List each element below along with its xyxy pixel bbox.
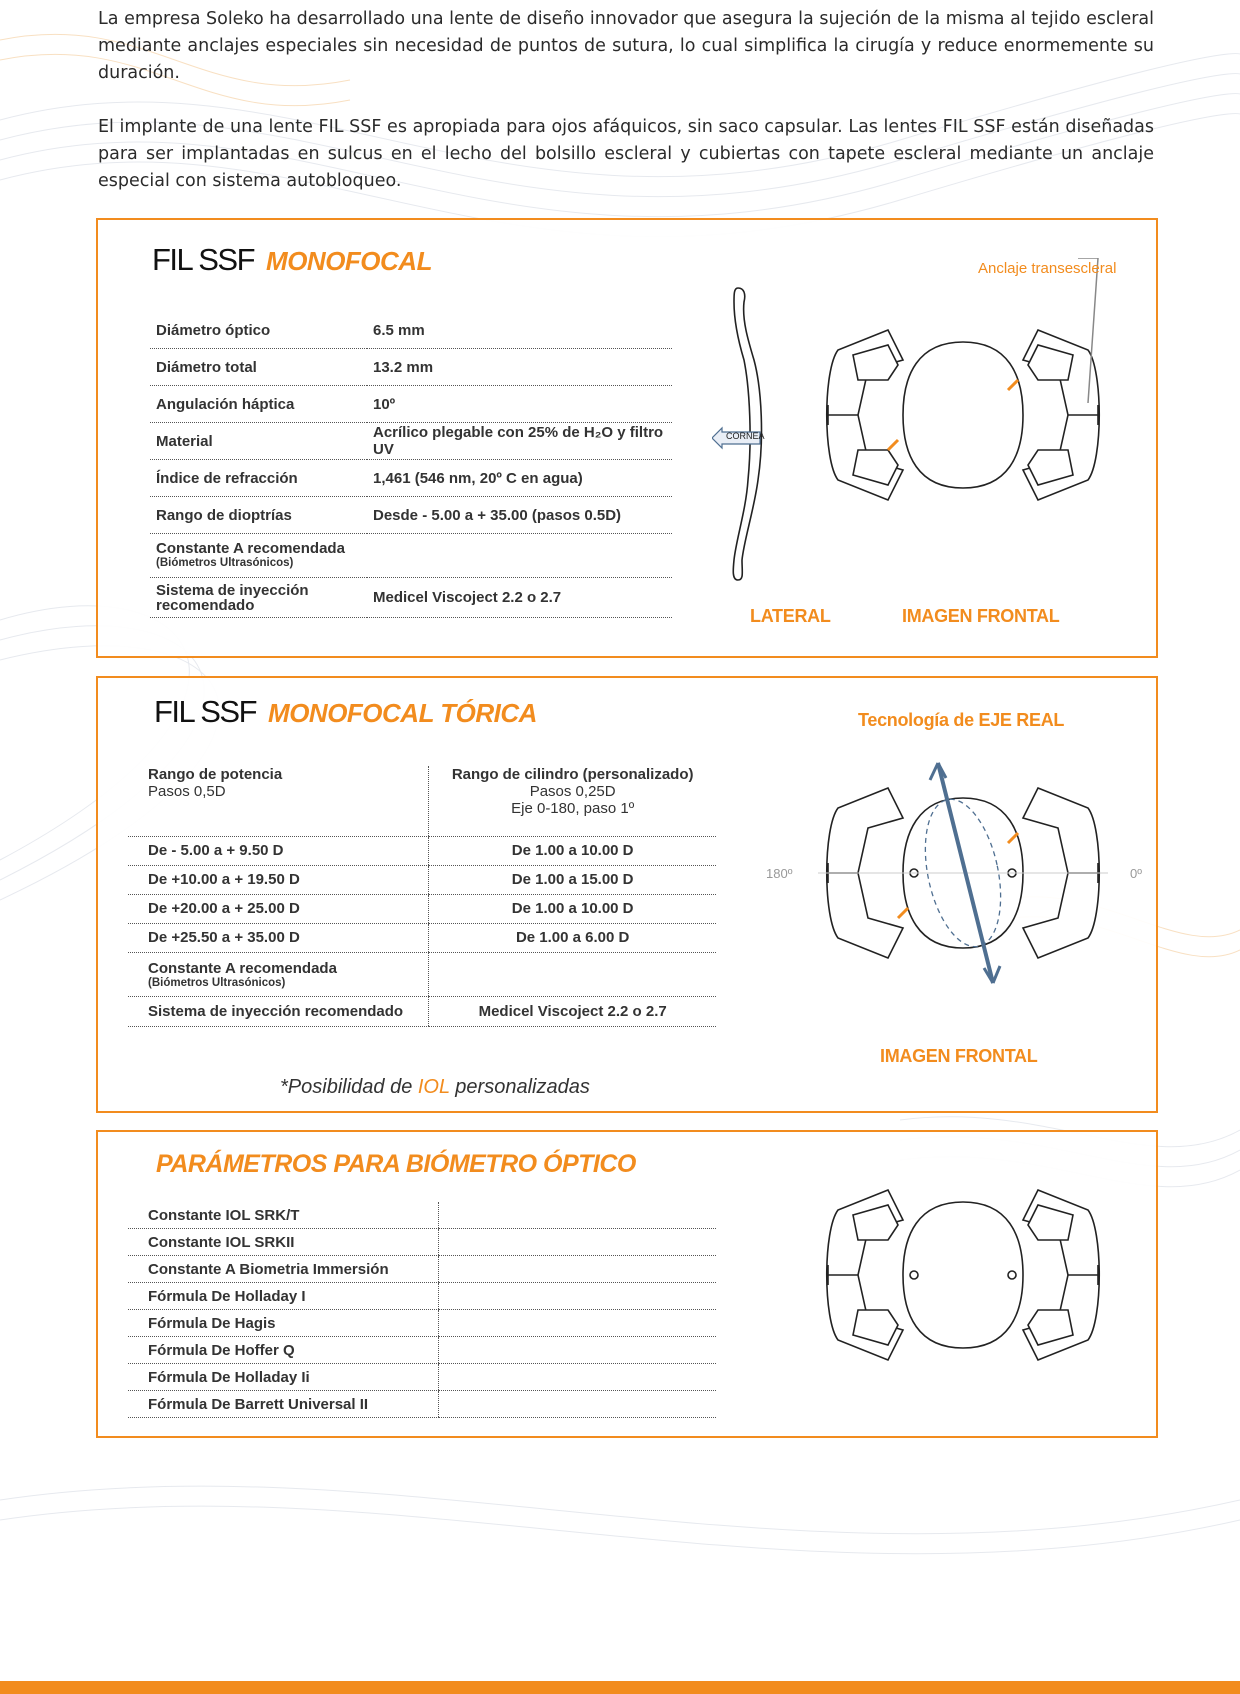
table-row <box>150 534 672 578</box>
cilindro-cell: De 1.00 a 15.00 D <box>429 865 716 894</box>
table-row <box>150 349 672 386</box>
param-label: Fórmula De Barrett Universal II <box>128 1391 439 1418</box>
potencia-cell: De +10.00 a + 19.50 D <box>128 865 429 894</box>
potencia-cell: De +25.50 a + 35.00 D <box>128 923 429 952</box>
spec-value: 13.2 mm <box>367 349 672 386</box>
param-label: Fórmula De Holladay I <box>128 1283 439 1310</box>
note-post: personalizadas <box>449 1076 590 1098</box>
param-value <box>439 1337 717 1364</box>
table-row <box>150 460 672 497</box>
spec-label: Angulación háptica <box>150 386 367 423</box>
sistema-label: Sistema de inyección recomendado <box>128 996 429 1026</box>
spec-label: Índice de refracción <box>150 460 367 497</box>
cilindro-cell: De 1.00 a 6.00 D <box>429 923 716 952</box>
spec-label: Diámetro total <box>150 349 367 386</box>
spec-value <box>367 534 672 578</box>
monofocal-title <box>152 242 432 278</box>
biometro-lens-diagram <box>818 1180 1108 1370</box>
col2-sub1: Pasos 0,25D <box>529 783 616 800</box>
anclaje-label: Anclaje transescleral <box>978 260 1117 277</box>
sistema-label-2: recomendado <box>156 596 255 614</box>
col2-sub2: Eje 0-180, paso 1º <box>511 800 635 817</box>
spec-value: 10º <box>367 386 672 423</box>
spec-label: Rango de dioptrías <box>150 497 367 534</box>
col1-header <box>128 766 429 836</box>
param-label: Constante IOL SRKII <box>128 1229 439 1256</box>
table-row <box>128 836 716 865</box>
lateral-label: LATERAL <box>750 606 831 626</box>
table-row <box>128 1391 716 1418</box>
spec-value: 1,461 (546 nm, 20º C en agua) <box>367 460 672 497</box>
spec-value: Desde - 5.00 a + 35.00 (pasos 0.5D) <box>367 497 672 534</box>
note-iol: IOL <box>417 1076 450 1098</box>
table-row <box>128 1364 716 1391</box>
potencia-cell: De - 5.00 a + 9.50 D <box>128 836 429 865</box>
spec-label <box>150 534 367 578</box>
constante-sub: (Biómetros Ultrasónicos) <box>156 556 294 569</box>
intro-paragraph-1: La empresa Soleko ha desarrollado una lente de diseño innovador que asegura la sujeción de la misma al tejido escleral mediante anclajes especiales sin necesidad de puntos de sutura, lo cual simplifica la cirugía y reduce enormemente su duración. <box>98 9 1154 83</box>
table-row <box>128 923 716 952</box>
deg-0-label: 0º <box>1130 866 1142 881</box>
table-row <box>128 952 716 996</box>
anclaje-pointer-line <box>1058 258 1118 408</box>
table-row <box>128 996 716 1026</box>
table-row <box>150 423 672 460</box>
torica-title <box>154 694 537 730</box>
cilindro-cell: De 1.00 a 10.00 D <box>429 836 716 865</box>
table-row <box>128 1283 716 1310</box>
col2-head: Rango de cilindro (personalizado) <box>451 766 694 783</box>
spec-label: Diámetro óptico <box>150 312 367 349</box>
table-header-row <box>128 766 716 836</box>
table-row <box>128 1337 716 1364</box>
param-value <box>439 1283 717 1310</box>
constante-sub: (Biómetros Ultrasónicos) <box>148 976 286 989</box>
deg-180-label: 180º <box>766 866 793 881</box>
param-value <box>439 1202 717 1229</box>
table-row <box>128 865 716 894</box>
param-value <box>439 1229 717 1256</box>
sistema-value: Medicel Viscoject 2.2 o 2.7 <box>429 996 716 1026</box>
param-label: Fórmula De Hagis <box>128 1310 439 1337</box>
torica-title-suffix: MONOFOCAL TÓRICA <box>268 698 537 728</box>
torica-table <box>128 766 716 1027</box>
constante-cell <box>128 952 429 996</box>
param-value <box>439 1310 717 1337</box>
table-row <box>150 386 672 423</box>
potencia-cell: De +20.00 a + 25.00 D <box>128 894 429 923</box>
spec-value: 6.5 mm <box>367 312 672 349</box>
table-row <box>150 312 672 349</box>
table-row <box>150 497 672 534</box>
spec-value: Medicel Viscoject 2.2 o 2.7 <box>367 578 672 618</box>
biometro-table <box>128 1202 716 1418</box>
table-row <box>128 1256 716 1283</box>
constante-label: Constante A recomendada <box>156 539 345 557</box>
param-value <box>439 1256 717 1283</box>
table-row <box>128 1310 716 1337</box>
spec-label <box>150 578 367 618</box>
biometro-title-text: PARÁMETROS PARA BIÓMETRO ÓPTICO <box>156 1150 636 1178</box>
col2-header <box>429 766 716 836</box>
intro-text <box>98 6 1154 222</box>
biometro-section <box>96 1130 1158 1438</box>
note-pre: *Posibilidad de <box>280 1076 418 1098</box>
param-label: Fórmula De Holladay Ii <box>128 1364 439 1391</box>
monofocal-section <box>96 218 1158 658</box>
torica-frontal-label: IMAGEN FRONTAL <box>880 1046 1038 1066</box>
param-label: Constante IOL SRK/T <box>128 1202 439 1229</box>
sistema-label-1: Sistema de inyección <box>156 581 309 599</box>
torica-section <box>96 676 1158 1113</box>
constante-label: Constante A recomendada <box>148 959 337 977</box>
table-row <box>128 1229 716 1256</box>
constante-value <box>429 952 716 996</box>
table-row <box>150 578 672 618</box>
param-label: Fórmula De Hoffer Q <box>128 1337 439 1364</box>
monofocal-spec-table <box>150 312 672 618</box>
biometro-title <box>156 1150 636 1179</box>
table-row <box>128 1202 716 1229</box>
cornea-label: CORNEA <box>726 431 765 441</box>
eje-real-label: Tecnología de EJE REAL <box>858 710 1065 730</box>
col1-sub: Pasos 0,5D <box>148 783 226 800</box>
param-value <box>439 1391 717 1418</box>
personalized-iol-note <box>280 1076 590 1099</box>
frontal-label: IMAGEN FRONTAL <box>902 606 1060 626</box>
monofocal-title-suffix: MONOFOCAL <box>266 246 432 276</box>
table-row <box>128 894 716 923</box>
footer-accent-bar <box>0 1681 1240 1694</box>
spec-label: Material <box>150 423 367 460</box>
cilindro-cell: De 1.00 a 10.00 D <box>429 894 716 923</box>
param-label: Constante A Biometria Immersión <box>128 1256 439 1283</box>
intro-paragraph-2: El implante de una lente FIL SSF es apropiada para ojos afáquicos, sin saco capsular. Las lentes FIL SSF están diseñadas para ser implantadas en sulcus en el lecho del bolsillo escleral y cubiertas con tapete escleral mediante un anclaje especial con sistema autobloqueo. <box>98 117 1154 191</box>
col1-head: Rango de potencia <box>148 766 283 783</box>
toric-frontal-lens-diagram <box>818 758 1108 988</box>
monofocal-title-prefix: FIL SSF <box>152 242 255 277</box>
spec-value: Acrílico plegable con 25% de H₂O y filtro UV <box>367 423 672 460</box>
torica-title-prefix: FIL SSF <box>154 694 257 729</box>
param-value <box>439 1364 717 1391</box>
